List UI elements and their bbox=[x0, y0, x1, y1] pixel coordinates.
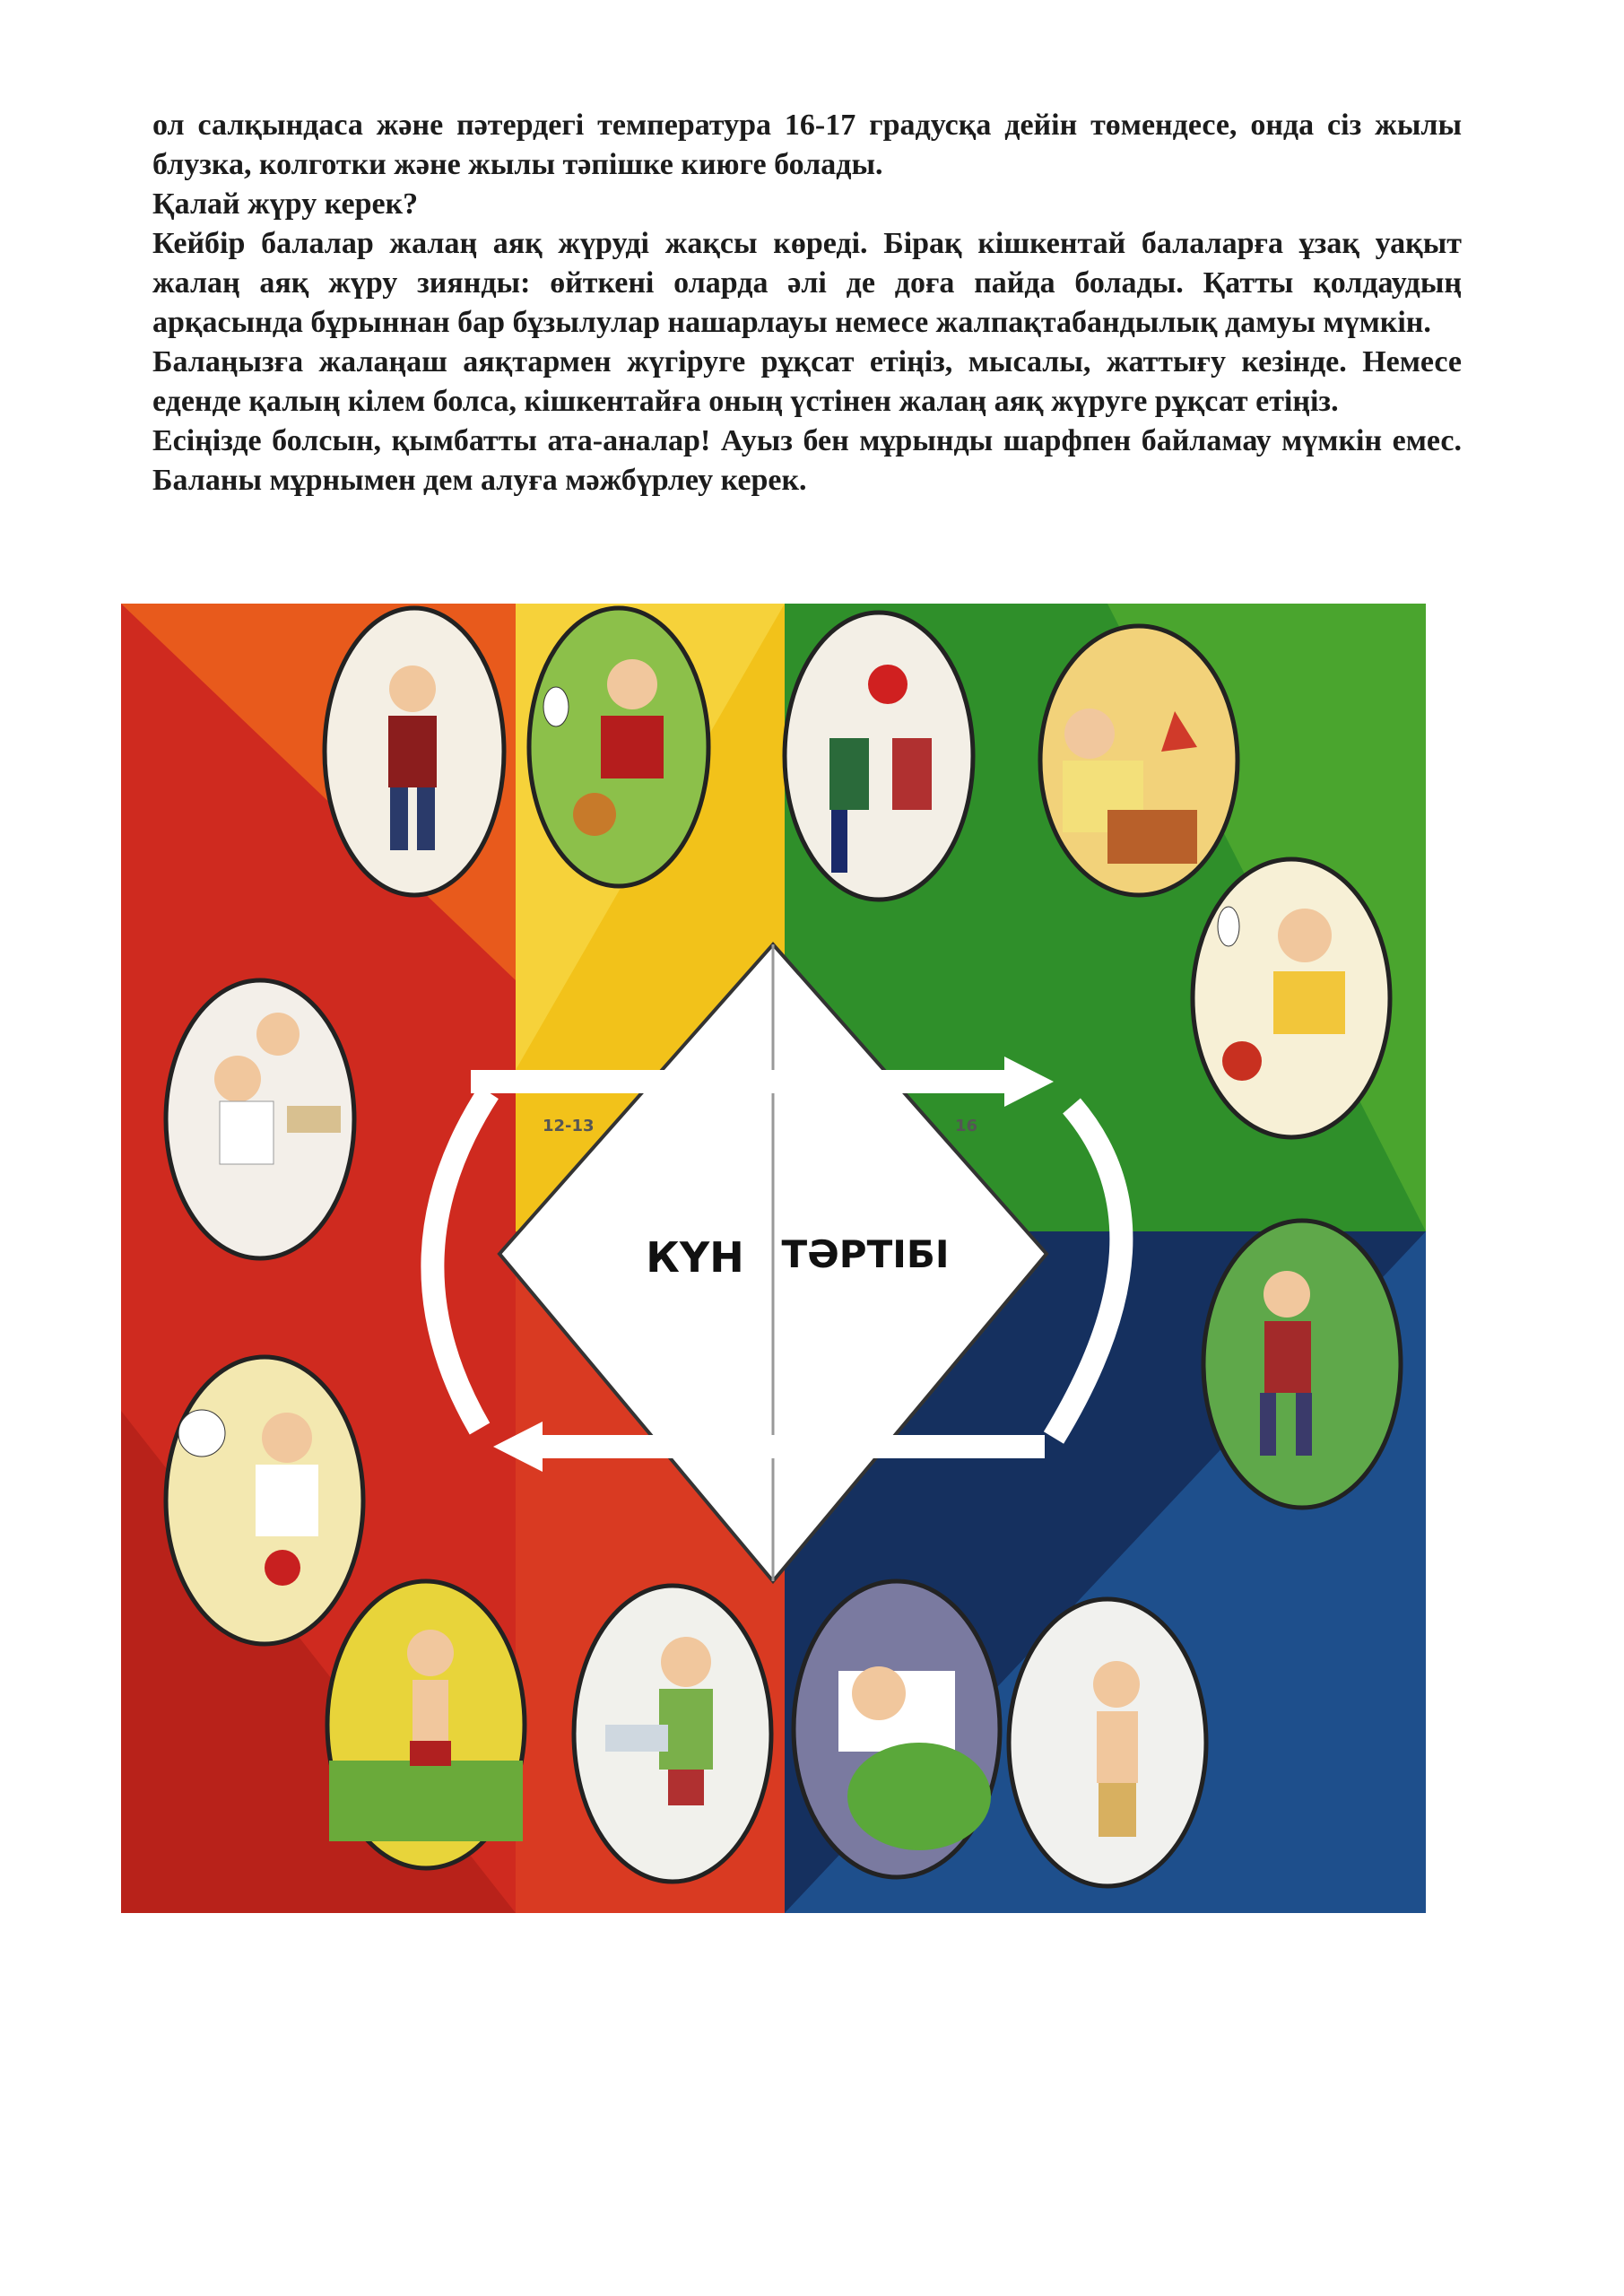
scene-ball-play bbox=[785, 613, 973, 900]
routine-graphic bbox=[121, 604, 1426, 1913]
scene-breakfast bbox=[325, 608, 504, 895]
paragraph-barefoot: Кейбір балалар жалаң аяқ жүруді жақсы көреді. Бірақ кішкентай балаларға ұзақ уақыт жалаң аяқ жүру зиянды: өйткені оларда әлі де доға пайда болады. Қатты қолдаудың арқасында бұрыннан бар бұзылулар нашарлауы немесе жалпақтабандылық дамуы мүмкін. bbox=[152, 227, 1462, 339]
title-tartibi: ТӘРТІБІ bbox=[781, 1232, 950, 1276]
scene-reading bbox=[1040, 626, 1238, 895]
scene-quiet-activity bbox=[166, 980, 354, 1258]
article-text bbox=[152, 106, 1462, 500]
scene-morning-stretch bbox=[1009, 1599, 1206, 1886]
scene-lunch-left bbox=[166, 1357, 363, 1644]
title-kun: КҮН bbox=[646, 1233, 744, 1282]
scene-sleeping bbox=[794, 1581, 1000, 1877]
scene-morning-exercise bbox=[327, 1581, 525, 1868]
clock-label-left: 12-13 bbox=[543, 1117, 595, 1135]
clock-label-right: 16 bbox=[955, 1117, 978, 1135]
scene-outdoor-play bbox=[1203, 1221, 1401, 1508]
section-heading: Қалай жүру керек? bbox=[152, 187, 419, 221]
paragraph-permission: Балаңызға жалаңаш аяқтармен жүгіруге рұқсат етіңіз, мысалы, жаттығу кезінде. Немесе еденде қалың кілем болса, кішкентайға оның үстінен жалаң аяқ жүруге рұқсат етіңіз. bbox=[152, 345, 1462, 418]
scene-lunch-right bbox=[1193, 859, 1390, 1137]
paragraph-intro: ол салқындаса және пәтердегі температура 16-17 градусқа дейін төмендесе, онда сіз жылы блузка, колготки және жылы тәпішке киюге болады. bbox=[152, 109, 1462, 181]
daily-routine-illustration bbox=[121, 604, 1426, 1913]
scene-washing bbox=[574, 1586, 771, 1882]
paragraph-reminder: Есіңізде болсын, қымбатты ата-аналар! Ауыз бен мұрынды шарфпен байламау мүмкін емес. Баланы мұрнымен дем алуға мәжбүрлеу керек. bbox=[152, 424, 1462, 497]
scene-snack-clock bbox=[529, 608, 708, 886]
